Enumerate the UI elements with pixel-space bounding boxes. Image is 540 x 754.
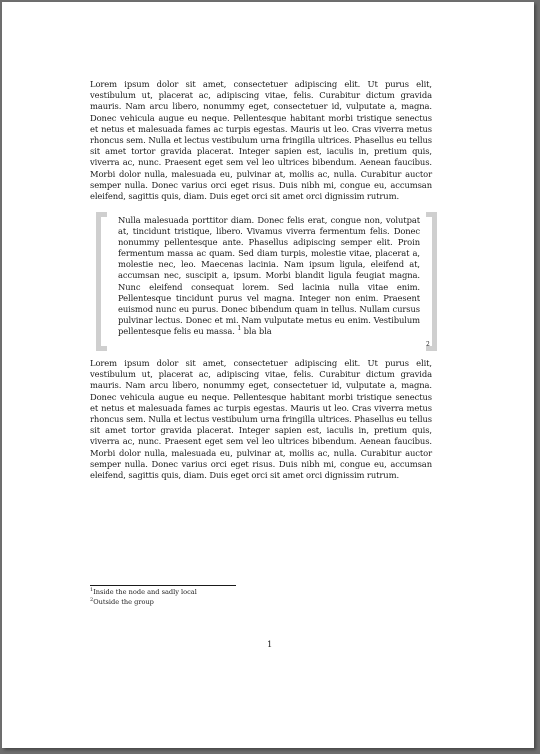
quote-trailing-text: bla bla — [243, 325, 272, 336]
page-number: 1 — [267, 639, 273, 649]
group-footnote-mark[interactable]: 2 — [426, 341, 430, 348]
body-paragraph-2: Lorem ipsum dolor sit amet, consectetuer adipiscing elit. Ut purus elit, vestibulum ut, placerat ac, adipiscing vitae, felis. Curabitur dictum gravida mauris. Nam arcu libero, nonummy eget, consectetuer id, vulputate a, magna. Donec vehicula augue eu neque. Pellentesque habitant morbi tristique senectus et netus et malesuada fames ac turpis egestas. Mauris ut leo. Cras viverra metus rhoncus sem. Nulla et lectus vestibulum urna fringilla ultrices. Phasellus eu tellus sit amet tortor gravida placerat. Integer sapien est, iaculis in, pretium quis, viverra ac, nunc. Praesent eget sem vel leo ultrices bibendum. Aenean faucibus. Morbi dolor nulla, malesuada eu, pulvinar at, mollis ac, nulla. Curabitur auctor semper nulla. Donec varius orci eget risus. Duis nibh mi, congue eu, accumsan eleifend, sagittis quis, diam. Duis eget orci sit amet orci dignissim rutrum. — [90, 358, 432, 481]
left-bracket-decoration — [96, 212, 107, 351]
right-bracket-decoration — [426, 212, 437, 351]
document-page — [2, 2, 534, 748]
footnote-1-mark: 1 — [90, 586, 94, 593]
footnote-2 — [90, 598, 154, 606]
bracketed-quote-block — [118, 215, 420, 337]
footnote-mark-1[interactable]: 1 — [237, 325, 242, 333]
footnote-1-text: Inside the node and sadly local — [93, 588, 197, 596]
quote-text: Nulla malesuada porttitor diam. Donec felis erat, congue non, volutpat at, tincidunt tristique, libero. Vivamus viverra fermentum felis. Donec nonummy pellentesque ante. Phasellus adipiscing semper elit. Proin fermentum massa ac quam. Sed diam turpis, molestie vitae, placerat a, molestie nec, leo. Maecenas lacinia. Nam ipsum ligula, eleifend at, accumsan nec, suscipit a, ipsum. Morbi blandit ligula feugiat magna. Nunc eleifend consequat lorem. Sed lacinia nulla vitae enim. Pellentesque tincidunt purus vel magna. Integer non enim. Praesent euismod nunc eu purus. Donec bibendum quam in tellus. Nullam cursus pulvinar lectus. Donec et mi. Nam vulputate metus eu enim. Vestibulum pellentesque felis eu massa. — [118, 215, 420, 336]
body-paragraph-1: Lorem ipsum dolor sit amet, consectetuer adipiscing elit. Ut purus elit, vestibulum ut, placerat ac, adipiscing vitae, felis. Curabitur dictum gravida mauris. Nam arcu libero, nonummy eget, consectetuer id, vulputate a, magna. Donec vehicula augue eu neque. Pellentesque habitant morbi tristique senectus et netus et malesuada fames ac turpis egestas. Mauris ut leo. Cras viverra metus rhoncus sem. Nulla et lectus vestibulum urna fringilla ultrices. Phasellus eu tellus sit amet tortor gravida placerat. Integer sapien est, iaculis in, pretium quis, viverra ac, nunc. Praesent eget sem vel leo ultrices bibendum. Aenean faucibus. Morbi dolor nulla, malesuada eu, pulvinar at, mollis ac, nulla. Curabitur auctor semper nulla. Donec varius orci eget risus. Duis nibh mi, congue eu, accumsan eleifend, sagittis quis, diam. Duis eget orci sit amet orci dignissim rutrum. — [90, 79, 432, 202]
footnote-1 — [90, 588, 197, 596]
footnote-rule — [90, 585, 236, 586]
footnote-2-mark: 2 — [90, 596, 94, 603]
footnote-2-text: Outside the group — [93, 598, 154, 606]
